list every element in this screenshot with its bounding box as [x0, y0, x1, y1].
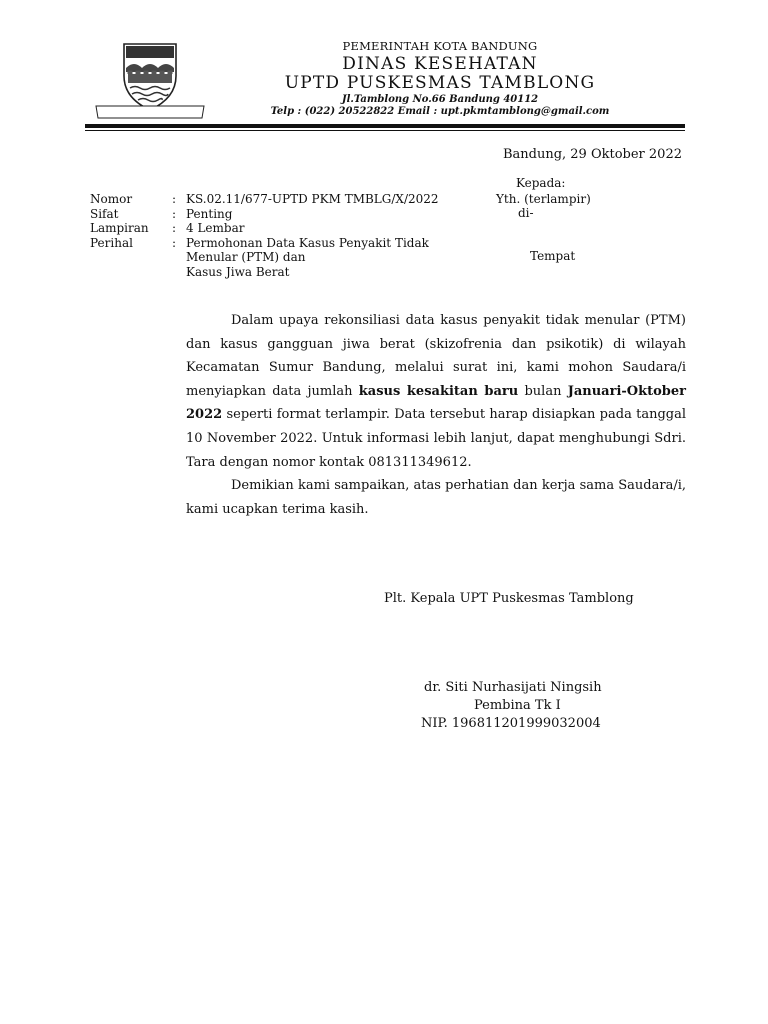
- institution-address: Jl.Tamblong No.66 Bandung 40112: [341, 94, 539, 105]
- department-name: DINAS KESEHATAN: [342, 54, 538, 74]
- meta-row-nomor: [90, 192, 486, 207]
- subject-line-2: Menular (PTM) dan: [186, 250, 306, 264]
- signatory-name: dr. Siti Nurhasijati Ningsih: [424, 680, 602, 695]
- body-paragraph-1: [186, 309, 686, 474]
- meta-colon: :: [172, 206, 177, 221]
- subject-line-3: Kasus Jiwa Berat: [186, 264, 290, 279]
- addressee-di: di-: [518, 206, 534, 220]
- signatory-rank: Pembina Tk I: [474, 698, 561, 713]
- subject-line-1: Permohonan Data Kasus Penyakit Tidak: [186, 235, 429, 250]
- meta-label: Perihal: [90, 235, 133, 250]
- letter-nature: Penting: [186, 206, 233, 221]
- meta-colon: :: [172, 221, 177, 235]
- institution-name: UPTD PUSKESMAS TAMBLONG: [284, 73, 596, 93]
- meta-colon: :: [172, 192, 177, 206]
- letter-number: KS.02.11/677-UPTD PKM TMBLG/X/2022: [186, 192, 439, 206]
- letterhead-divider-thin: [85, 130, 685, 131]
- meta-label: Lampiran: [90, 221, 149, 235]
- signatory-title: Plt. Kepala UPT Puskesmas Tamblong: [384, 591, 634, 606]
- city-coat-of-arms-logo: [94, 38, 206, 120]
- meta-colon: :: [172, 235, 177, 250]
- signatory-nip: NIP. 196811201999032004: [421, 716, 601, 731]
- addressee-kepada: Kepada:: [516, 176, 566, 190]
- institution-contact: Telp : (022) 20522822 Email : upt.pkmtamblong@gmail.com: [270, 106, 610, 117]
- body-text: seperti format terlampir. Data tersebut harap disiapkan pada tanggal 10 November 2022. Untuk informasi lebih lanjut, dapat menghubungi Sdri. Tara dengan nomor kontak 081311349612.: [186, 407, 686, 470]
- letterhead-divider-thick: [85, 124, 685, 128]
- body-emphasis: Januari-Oktober 2022: [186, 383, 686, 423]
- letterhead: [0, 0, 768, 132]
- addressee-tempat: Tempat: [530, 249, 576, 263]
- body-text: bulan: [518, 383, 568, 399]
- meta-row-sifat: [90, 207, 486, 222]
- body-emphasis: kasus kesakitan baru: [358, 383, 519, 399]
- letter-subject: [186, 236, 486, 280]
- body-paragraph-2: Demikian kami sampaikan, atas perhatian dan kerja sama Saudara/i, kami ucapkan terima kasih.: [186, 478, 686, 517]
- meta-row-lampiran: [90, 221, 486, 236]
- letter-date: Bandung, 29 Oktober 2022: [502, 147, 682, 162]
- body-text: Dalam upaya rekonsiliasi data kasus penyakit tidak menular (PTM) dan kasus gangguan jiwa berat (skizofrenia dan psikotik) di wilayah Kecamatan Sumur Bandung, melalui surat ini, kami mohon Saudara/i menyiapkan data jumlah: [186, 313, 686, 399]
- meta-row-perihal: [90, 236, 486, 280]
- government-name: PEMERINTAH KOTA BANDUNG: [342, 39, 538, 53]
- letter-body: [186, 309, 686, 521]
- letter-meta: [90, 192, 486, 279]
- addressee-yth: Yth. (terlampir): [496, 192, 591, 206]
- meta-label: Sifat: [90, 206, 119, 221]
- letter-attachment: 4 Lembar: [186, 221, 245, 235]
- meta-label: Nomor: [90, 192, 133, 206]
